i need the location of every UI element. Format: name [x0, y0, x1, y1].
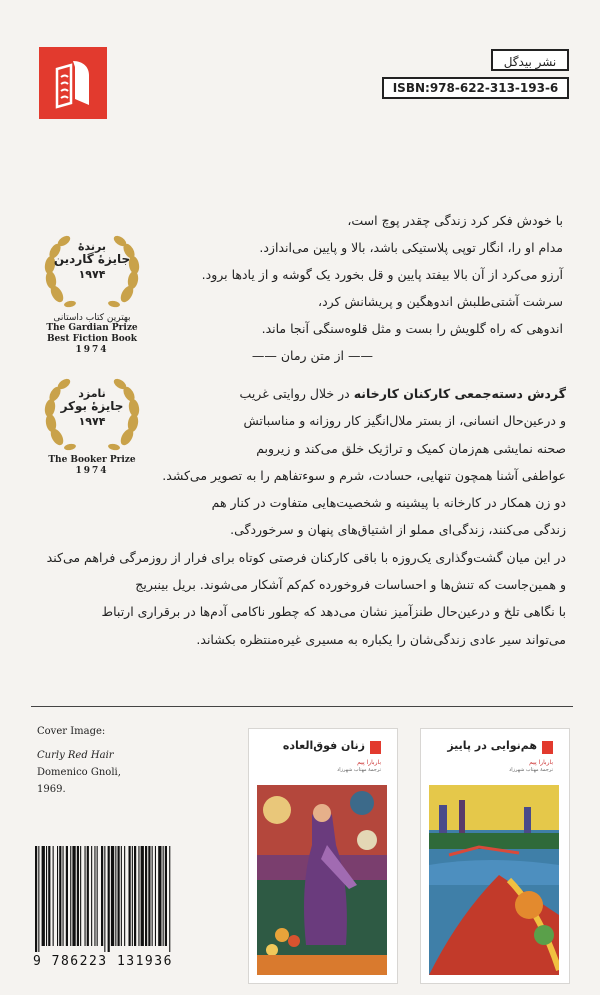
- barcode-bar: [118, 846, 120, 946]
- series-book-thumbnail: [249, 729, 397, 983]
- credit-label: Cover Image:: [37, 726, 106, 737]
- prize-wreath-line2: جایزهٔ گاردین: [53, 252, 131, 266]
- book-cover-painting: [429, 785, 559, 975]
- barcode-bar: [38, 846, 39, 952]
- barcode-bar: [59, 846, 61, 946]
- prize-fa-caption: بهترین کتاب داستانی: [53, 313, 131, 323]
- synopsis-line: دو زن همکار در کارخانه با پیشینه و شخصیت‌هایی متفاوت در کنار هم: [211, 495, 566, 511]
- barcode-bar: [124, 846, 125, 946]
- prize-wreath-year: ۱۹۷۴: [78, 268, 106, 281]
- barcode-bar: [91, 846, 92, 946]
- prize-wreath-line2: جایزهٔ بوکر: [60, 399, 124, 413]
- book-title: هم‌نوایی در پاییز: [447, 739, 537, 752]
- credit-artwork-title: Curly Red Hair: [37, 750, 114, 761]
- synopsis-line: در این میان گشت‌وگذاری یک‌روزه با باقی کارکنان فرصتی کوتاه برای فرار از روزمرگی فراهم می‌کند: [46, 549, 566, 565]
- prize-wreath-line1: نامزد: [78, 387, 106, 400]
- excerpt-line: آرزو می‌کرد از آن بالا بیفتد پایین و قل بخورد یک گوشه و از یادها برود.: [201, 267, 563, 282]
- barcode-bar: [132, 846, 133, 946]
- barcode-bar: [115, 846, 116, 946]
- barcode-bar: [101, 846, 103, 946]
- excerpt-source: —— از متن رمان ——: [251, 348, 373, 363]
- excerpt-quote: [163, 207, 563, 369]
- excerpt-line: اندوهی که راه گلویش را بست و مثل قلوه‌سنگی آنجا ماند.: [261, 321, 563, 336]
- barcode-number: 9 786223 131936: [33, 954, 173, 969]
- publisher-mark-icon: [542, 741, 553, 754]
- synopsis-line: و درعین‌حال انسانی، از بستر ملال‌انگیز کار روزانه و مناسباتش: [243, 413, 566, 429]
- barcode-bar: [152, 846, 153, 946]
- barcode-bar: [158, 846, 161, 946]
- barcode-bar: [63, 846, 64, 946]
- publisher-name: نشر بیدگل: [491, 49, 569, 71]
- synopsis-line: می‌تواند سیر عادی زندگی‌شان را یکباره به مسیری غیره‌منتظره بکشاند.: [196, 631, 566, 647]
- publisher-mark-icon: [370, 741, 381, 754]
- book-leaf-icon: [53, 57, 93, 109]
- isbn-label: ISBN:978-622-313-193-6: [382, 77, 569, 99]
- prize-year: 1974: [75, 345, 109, 355]
- barcode-bars: [33, 846, 214, 952]
- barcode-bar: [165, 846, 167, 946]
- synopsis-book-title: گردش دسته‌جمعی کارکنان کارخانه: [353, 386, 566, 401]
- barcode-bar: [141, 846, 144, 946]
- synopsis-line: در خلال روایتی غریب: [239, 386, 354, 401]
- barcode-bar: [121, 846, 122, 946]
- book-translator: ترجمهٔ مهتاب شهرزاد: [509, 767, 553, 773]
- prize-year: 1974: [75, 466, 109, 476]
- synopsis-first-line: [121, 380, 566, 407]
- barcode-bar: [35, 846, 37, 952]
- barcode-bar: [108, 846, 110, 952]
- book-author: باربارا پیم: [357, 759, 381, 766]
- barcode-bar: [163, 846, 164, 946]
- credit-artist: Domenico Gnoli,: [37, 767, 121, 778]
- barcode-bar: [148, 846, 150, 946]
- barcode-bar: [145, 846, 147, 946]
- barcode-bar: [42, 846, 45, 946]
- prize-wreath-line1: برندهٔ: [78, 240, 106, 253]
- barcode-bar: [80, 846, 81, 946]
- barcode-bar: [66, 846, 68, 946]
- book-author: باربارا پیم: [529, 759, 553, 766]
- prize-en-name: The Booker Prize: [48, 455, 136, 465]
- series-book-thumbnail: [421, 729, 569, 983]
- isbn-barcode: [33, 842, 214, 970]
- barcode-bar: [134, 846, 136, 946]
- book-title: زنان فوق‌العاده: [282, 739, 365, 752]
- cover-image-credit: [37, 723, 121, 798]
- synopsis-line: با نگاهی تلخ و درعین‌حال طنزآمیز نشان می‌دهد که چطور ناکامی آدم‌ها در برقراری ارتباط: [101, 604, 566, 620]
- excerpt-line: سرشت آشتی‌طلبش اندوهگین و پریشانش کرد،: [318, 294, 563, 309]
- synopsis-line: و همین‌جاست که تنش‌ها و احساسات فروخورده کم‌کم آشکار می‌شوند. بریل بینبریج: [135, 577, 566, 593]
- barcode-bar: [53, 846, 54, 946]
- synopsis-line: صحنه نمایشی هم‌زمان کمیک و تراژیک خلق می‌کند و زیروبم: [256, 440, 566, 456]
- barcode-bar: [169, 846, 170, 952]
- excerpt-line: با خودش فکر کرد زندگی چقدر پوچ است،: [347, 213, 563, 228]
- prize-en-name: The Gardian Prize: [46, 323, 138, 333]
- book-cover-painting: [257, 785, 387, 975]
- synopsis-line: عواطفی آشنا همچون تنهایی، حسادت، شرم و سوءتفاهم را به تصویر می‌کشد.: [162, 467, 566, 483]
- synopsis-line: زندگی می‌کنند، زندگی‌ای مملو از اشتیاق‌های پنهان و سرخوردگی.: [230, 522, 566, 538]
- prize-wreath-year: ۱۹۷۴: [78, 415, 106, 428]
- publisher-logo: [39, 47, 107, 119]
- barcode-bar: [77, 846, 79, 946]
- barcode-bar: [87, 846, 89, 946]
- guardian-prize-badge: [27, 232, 157, 355]
- barcode-bar: [57, 846, 58, 946]
- barcode-bar: [97, 846, 98, 946]
- barcode-bar: [46, 846, 47, 946]
- section-divider: [31, 706, 573, 707]
- barcode-bar: [104, 846, 105, 952]
- barcode-bar: [138, 846, 139, 946]
- book-translator: ترجمهٔ مهتاب شهرزاد: [337, 767, 381, 773]
- barcode-bar: [155, 846, 156, 946]
- barcode-bar: [72, 846, 75, 946]
- excerpt-line: مدام او را، انگار توپی پلاستیکی باشد، بالا و پایین می‌اندازد.: [259, 240, 563, 255]
- barcode-bar: [70, 846, 71, 946]
- barcode-bar: [111, 846, 114, 946]
- barcode-bar: [48, 846, 50, 946]
- barcode-bar: [85, 846, 86, 946]
- prize-en-sub: Best Fiction Book: [46, 334, 138, 344]
- credit-year: 1969.: [37, 784, 66, 795]
- barcode-bar: [129, 846, 131, 946]
- barcode-bar: [94, 846, 95, 946]
